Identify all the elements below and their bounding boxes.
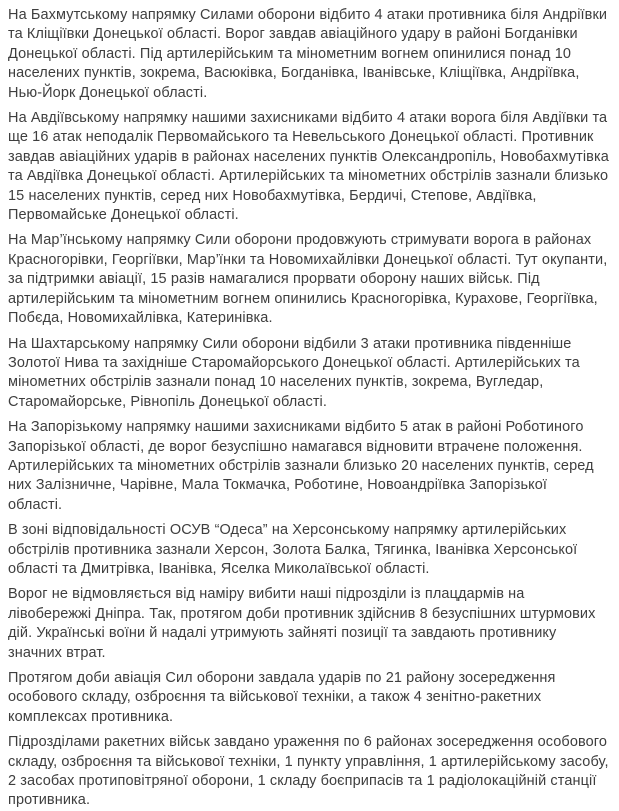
- paragraph-dnipro-left-bank: Ворог не відмовляється від наміру вибити наші підрозділи із плацдармів на лівобережжі Дніпра. Так, протягом доби противник здійснив 8 безуспішних штурмових дій. Українські воїни й надалі утримують зайняті позиції та завдають противнику значних втрат.: [8, 586, 600, 661]
- paragraph-aviation-strikes: Протягом доби авіація Сил оборони завдала ударів по 21 району зосередження особового складу, озброєння та військової техніки, а також 4 зенітно-ракетних комплексах противника.: [8, 670, 560, 725]
- paragraph-bakhmut-direction: На Бахмутському напрямку Силами оборони відбито 4 атаки противника біля Андріївки та Кліщіївки Донецької області. Ворог завдав авіаційного удару в районі Богданівки Донецької області. Під артилерійським та мінометним вогнем опинилися понад 10 населених пунктів, зокрема, Васюківка, Богданівка, Іванівське, Кліщіївка, Андріївка, Нью-Йорк Донецької області.: [8, 7, 612, 101]
- paragraph-avdiivka-direction: На Авдіївському напрямку нашими захисниками відбито 4 атаки ворога біля Авдіївки та ще 16 атак неподалік Первомайського та Невельського Донецької області. Противник завдав авіаційних ударів в районах населених пунктів Олександропіль, Новобахмутівка та Авдіївка Донецької області. Артилерійських та мінометних обстрілів зазнали близько 15 населених пунктів, серед них Новобахмутівка, Бердичі, Степове, Авдіївка, Первомайське Донецької області.: [8, 110, 614, 224]
- paragraph-shakhtarsk-direction: На Шахтарському напрямку Сили оборони відбили 3 атаки противника південніше Золотої Нива та західніше Старомайорського Донецької області. Артилерійських та мінометних обстрілів зазнали понад 10 населених пунктів, зокрема, Вугледар, Старомайорське, Рівнопіль Донецької області.: [8, 335, 584, 410]
- paragraph-marinka-direction: На Мар’їнському напрямку Сили оборони продовжують стримувати ворога в районах Красногорівки, Георгіївки, Мар’їнки та Новомихайлівки Донецької області. Тут окупанти, за підтримки авіації, 15 разів намагалися прорвати оборону наших військ. Під артилерійським та мінометним вогнем опинились Красногорівка, Курахове, Георгіївка, Побєда, Новомихайлівка, Катеринівка.: [8, 232, 612, 327]
- paragraph-kherson-direction: В зоні відповідальності ОСУВ “Одеса” на Херсонському напрямку артилерійських обстрілів противника зазнали Херсон, Золота Балка, Тягинка, Іванівка Херсонської області та Дмитрівка, Іванівка, Яселка Миколаївської області.: [8, 522, 582, 577]
- paragraph-zaporizhzhia-direction: На Запорізькому напрямку нашими захисниками відбито 5 атак в районі Роботиного Запорізької області, де ворог безуспішно намагався відновити втрачене положення. Артилерійських та мінометних обстрілів зазнали близько 20 населених пунктів, серед них Залізничне, Чарівне, Мала Токмачка, Роботине, Новоандріївка Запорізької області.: [8, 419, 598, 513]
- paragraph-missile-forces-strikes: Підрозділами ракетних військ завдано ураження по 6 районах зосередження особового складу, озброєння та військової техніки, 1 пункту управління, 1 артилерійському засобу, 2 засобах протиповітряної оборони, 1 складу боєприпасів та 1 радіолокаційній станції противника.: [8, 734, 613, 809]
